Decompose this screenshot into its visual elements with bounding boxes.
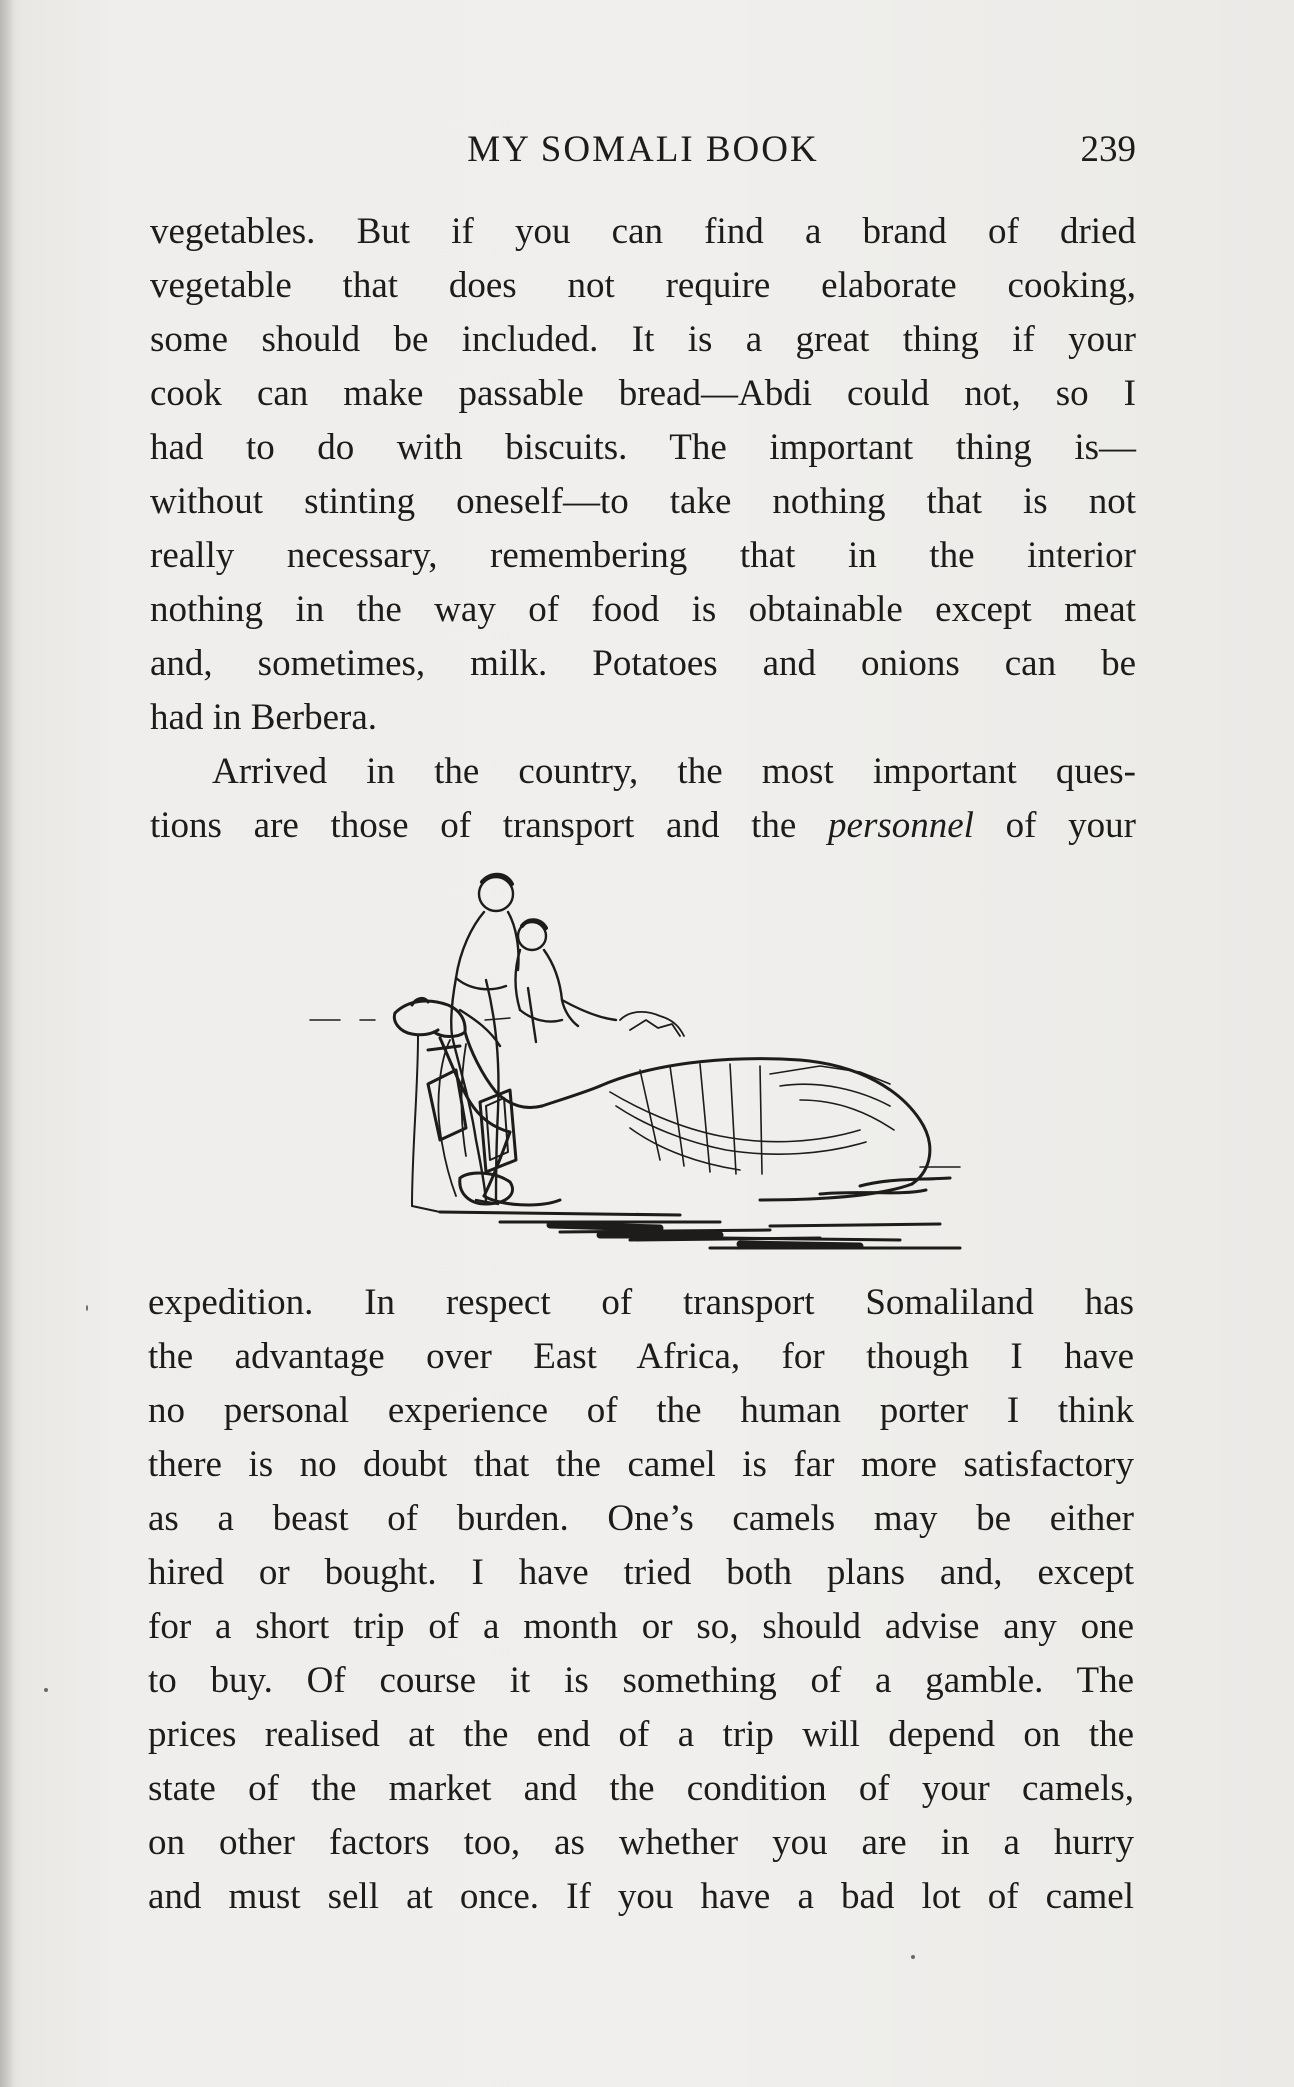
text-line: prices realised at the end of a trip will depend on the: [148, 1714, 1134, 1755]
text-line: the advantage over East Africa, for though I have: [148, 1336, 1134, 1377]
camel-drawing: [300, 860, 980, 1260]
text-line: cook can make passable bread—Abdi could not, so I: [150, 373, 1136, 414]
text-line: there is no doubt that the camel is far more satisfactory: [148, 1444, 1134, 1485]
text-line: had in Berbera.: [150, 697, 378, 738]
paragraph-top: [150, 205, 1136, 853]
text-line-with-italic: [150, 799, 1136, 853]
paragraph-bottom: [148, 1276, 1134, 1924]
text-line: and, sometimes, milk. Potatoes and onions can be: [150, 643, 1136, 684]
text-span: tions are those of transport and the: [150, 805, 829, 846]
page-header: [150, 128, 1136, 178]
text-line: vegetables. But if you can find a brand of dried: [150, 211, 1136, 252]
paper-speck: [911, 1955, 915, 1959]
italic-word: personnel: [828, 805, 974, 846]
text-line: on other factors too, as whether you are in a hurry: [148, 1822, 1134, 1863]
text-line: hired or bought. I have tried both plans and, except: [148, 1552, 1134, 1593]
text-line: without stinting oneself—to take nothing that is not: [150, 481, 1136, 522]
text-line: nothing in the way of food is obtainable except meat: [150, 589, 1136, 630]
page-edge-shadow: [0, 0, 14, 2087]
text-line: really necessary, remembering that in the interior: [150, 535, 1136, 576]
text-line: and must sell at once. If you have a bad lot of camel: [148, 1876, 1134, 1917]
text-line: had to do with biscuits. The important thing is—: [150, 427, 1136, 468]
page-number: 239: [1080, 129, 1136, 170]
text-line: vegetable that does not require elaborate cooking,: [150, 265, 1136, 306]
running-head: MY SOMALI BOOK: [467, 129, 819, 170]
text-line: to buy. Of course it is something of a gamble. The: [148, 1660, 1134, 1701]
text-line: as a beast of burden. One’s camels may be either: [148, 1498, 1134, 1539]
text-line: no personal experience of the human porter I think: [148, 1390, 1134, 1431]
paper-speck: [44, 1688, 48, 1692]
paper-speck: [86, 1305, 88, 1311]
text-span: of your: [973, 805, 1136, 846]
text-line: expedition. In respect of transport Somaliland has: [148, 1282, 1134, 1323]
text-line: Arrived in the country, the most important ques-: [212, 751, 1136, 792]
camel-with-riders-illustration: [300, 860, 980, 1260]
text-line: some should be included. It is a great thing if your: [150, 319, 1136, 360]
text-line: state of the market and the condition of your camels,: [148, 1768, 1134, 1809]
text-line: for a short trip of a month or so, should advise any one: [148, 1606, 1134, 1647]
